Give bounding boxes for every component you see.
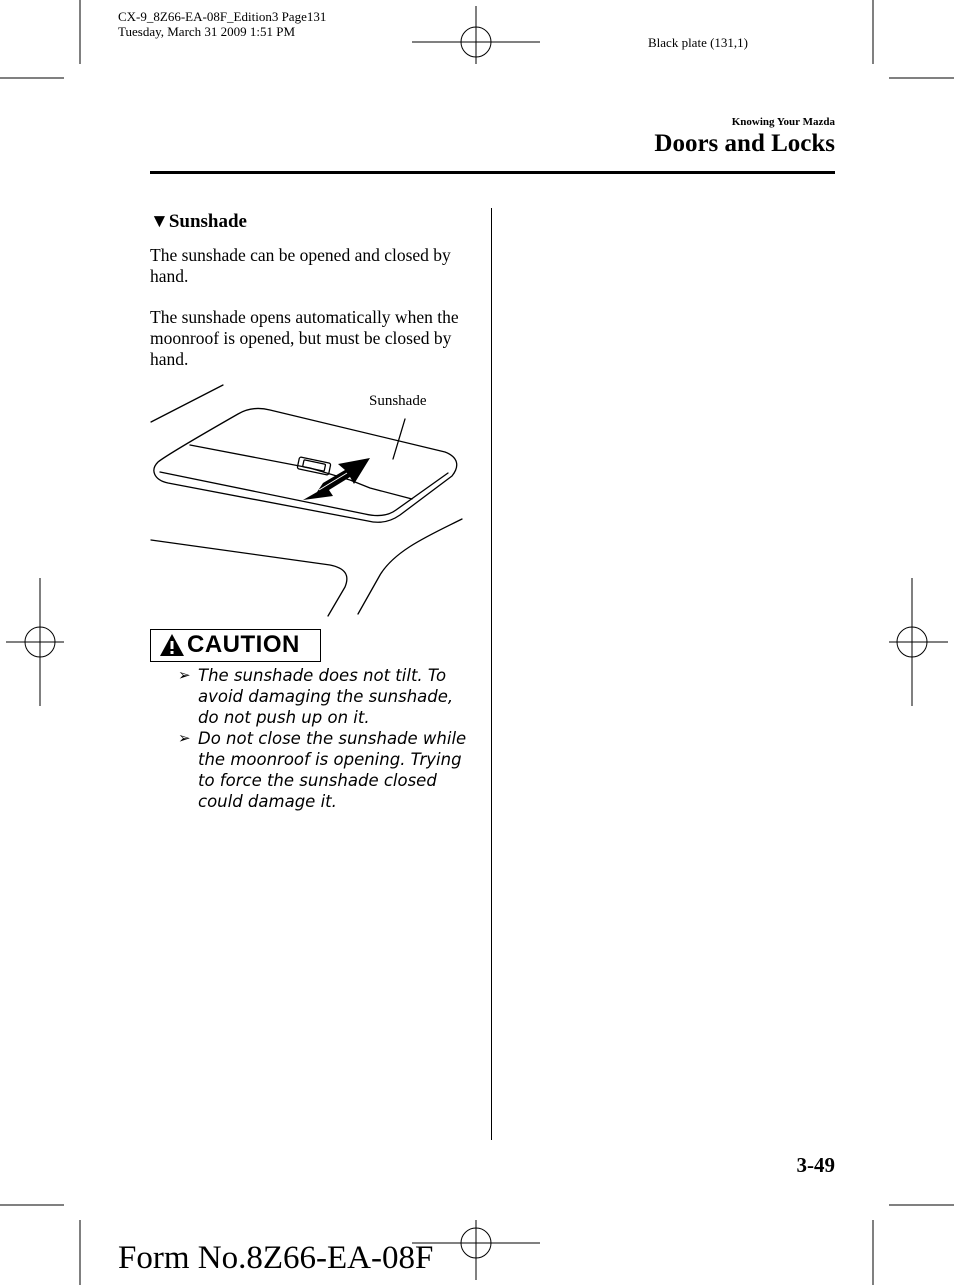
figure-label: Sunshade [369, 393, 427, 409]
file-line: CX-9_8Z66-EA-08F_Edition3 Page131 [118, 9, 327, 24]
caution-list [150, 665, 475, 812]
print-meta [118, 9, 326, 39]
plate-label: Black plate (131,1) [648, 35, 748, 50]
paragraph-2: The sunshade opens automatically when the moonroof is opened, but must be closed by hand. [150, 307, 459, 369]
column-divider [491, 208, 492, 1140]
double-arrow-icon [303, 458, 370, 500]
paragraph-1: The sunshade can be opened and closed by hand. [150, 245, 451, 286]
page-title: Doors and Locks [654, 130, 835, 157]
sunshade-illustration [140, 380, 480, 620]
form-number: Form No.8Z66-EA-08F [118, 1240, 434, 1276]
page-number: 3-49 [796, 1153, 835, 1177]
arrow-bullet-icon: ➢ [178, 729, 191, 747]
date-line: Tuesday, March 31 2009 1:51 PM [118, 24, 296, 39]
list-item [150, 665, 475, 728]
list-item [150, 728, 475, 812]
caution-box [150, 629, 321, 662]
heading-text: Sunshade [168, 211, 247, 232]
caution-item-text: Do not close the sunshade while the moonroof is opening. Trying to force the sunshade closed could damage it. [198, 729, 467, 811]
subsection-heading [150, 211, 247, 233]
arrow-bullet-icon: ➢ [178, 666, 191, 684]
warning-icon [159, 633, 185, 657]
caution-label: CAUTION [187, 631, 300, 658]
section-category: Knowing Your Mazda [731, 116, 835, 128]
triangle-down-icon: ▼ [150, 211, 169, 232]
caution-item-text: The sunshade does not tilt. To avoid damaging the sunshade, do not push up on it. [198, 666, 454, 727]
header-rule [150, 171, 835, 174]
